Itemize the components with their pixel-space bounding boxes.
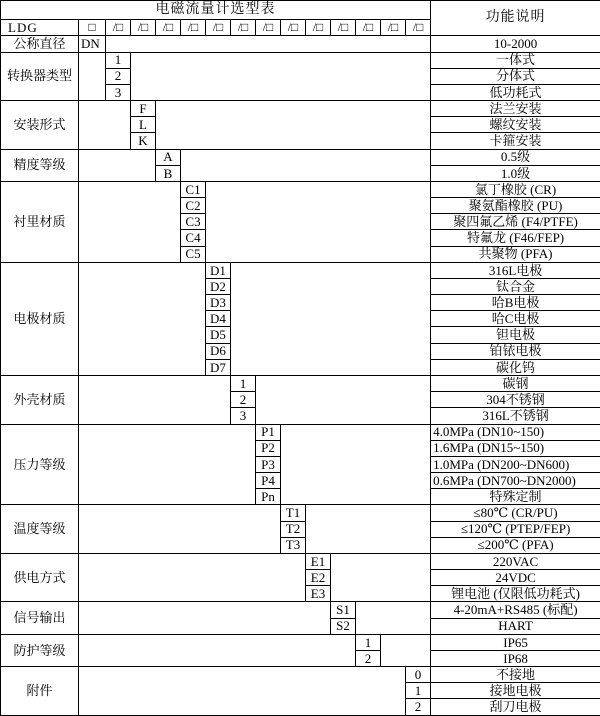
spacer-cell: [281, 424, 431, 505]
desc-cell: 哈B电极: [431, 295, 600, 311]
desc-cell: ≤200℃ (PFA): [431, 537, 600, 553]
desc-cell: 特氟龙 (F46/FEP): [431, 230, 600, 246]
spacer-cell: [256, 375, 431, 424]
group-label: 外壳材质: [1, 375, 79, 424]
table-title: 电磁流量计选型表: [1, 1, 431, 20]
spacer-cell: [106, 36, 431, 52]
desc-cell: 螺纹安装: [431, 117, 600, 133]
code-cell: S2: [331, 618, 356, 634]
code-cell: S1: [331, 602, 356, 618]
desc-cell: 一体式: [431, 52, 600, 68]
code-cell: 2: [106, 68, 131, 84]
code-cell: P1: [256, 424, 281, 440]
desc-cell: 0.5级: [431, 149, 600, 165]
code-cell: E2: [306, 570, 331, 586]
code-slot-cell: /□: [331, 20, 356, 36]
spacer-cell: [79, 667, 406, 716]
group-label: 信号输出: [1, 602, 79, 634]
code-slot-cell: /□: [156, 20, 181, 36]
spacer-cell: [79, 553, 306, 602]
code-cell: L: [131, 117, 156, 133]
code-cell: 1: [231, 375, 256, 391]
code-slot-cell: /□: [406, 20, 431, 36]
code-cell: P2: [256, 440, 281, 456]
code-box-cell: □: [79, 20, 106, 36]
group-label: 公称直径: [1, 36, 79, 52]
spacer-cell: [79, 375, 231, 424]
code-slot-cell: /□: [131, 20, 156, 36]
desc-cell: 24VDC: [431, 570, 600, 586]
code-cell: C5: [181, 246, 206, 262]
group-label: 精度等级: [1, 149, 79, 181]
code-cell: 0: [406, 667, 431, 683]
code-cell: B: [156, 165, 181, 181]
code-cell: 3: [106, 84, 131, 100]
code-cell: T3: [281, 537, 306, 553]
group-label: 供电方式: [1, 553, 79, 602]
desc-cell: IP65: [431, 634, 600, 650]
desc-cell: IP68: [431, 650, 600, 666]
group-label: 温度等级: [1, 505, 79, 554]
code-cell: E3: [306, 586, 331, 602]
group-label: 衬里材质: [1, 181, 79, 262]
code-slot-cell: /□: [206, 20, 231, 36]
code-cell: D6: [206, 343, 231, 359]
desc-cell: 1.0MPa (DN200~DN600): [431, 456, 600, 472]
spacer-cell: [79, 424, 256, 505]
desc-cell: 法兰安装: [431, 101, 600, 117]
desc-cell: 钛合金: [431, 278, 600, 294]
spacer-cell: [306, 505, 431, 554]
group-label: 电极材质: [1, 262, 79, 375]
code-slot-cell: /□: [356, 20, 381, 36]
spacer-cell: [79, 505, 281, 554]
desc-cell: 锂电池 (仅限低功耗式): [431, 586, 600, 602]
desc-cell: 316L不锈钢: [431, 408, 600, 424]
desc-cell: 刮刀电极: [431, 699, 600, 716]
code-cell: Pn: [256, 489, 281, 505]
desc-cell: 不接地: [431, 667, 600, 683]
code-cell: D3: [206, 295, 231, 311]
code-cell: 1: [406, 683, 431, 699]
code-cell: T2: [281, 521, 306, 537]
code-cell: C3: [181, 214, 206, 230]
group-label: 压力等级: [1, 424, 79, 505]
code-cell: E1: [306, 553, 331, 569]
code-slot-cell: /□: [106, 20, 131, 36]
code-cell: 1: [356, 634, 381, 650]
desc-cell: 聚四氟乙烯 (F4/PTFE): [431, 214, 600, 230]
code-cell: 2: [356, 650, 381, 666]
code-cell: 2: [231, 392, 256, 408]
spacer-cell: [181, 149, 431, 181]
spacer-cell: [79, 181, 181, 262]
spacer-cell: [79, 602, 331, 634]
code-cell: P3: [256, 456, 281, 472]
code-cell: C1: [181, 181, 206, 197]
code-cell: K: [131, 133, 156, 149]
code-cell: 2: [406, 699, 431, 716]
desc-cell: 氯丁橡胶 (CR): [431, 181, 600, 197]
spacer-cell: [79, 634, 356, 666]
desc-cell: 220VAC: [431, 553, 600, 569]
desc-cell: 1.0级: [431, 165, 600, 181]
spacer-cell: [381, 634, 431, 666]
code-cell: C4: [181, 230, 206, 246]
spacer-cell: [79, 149, 156, 181]
code-cell: DN: [79, 36, 106, 52]
code-cell: 3: [231, 408, 256, 424]
code-cell: 1: [106, 52, 131, 68]
desc-cell: 0.6MPa (DN700~DN2000): [431, 473, 600, 489]
code-slot-cell: /□: [256, 20, 281, 36]
desc-cell: 碳钢: [431, 375, 600, 391]
code-cell: T1: [281, 505, 306, 521]
desc-cell: 304不锈钢: [431, 392, 600, 408]
group-label: 附件: [1, 667, 79, 716]
desc-cell: 4.0MPa (DN10~150): [431, 424, 600, 440]
spacer-cell: [156, 101, 431, 150]
desc-cell: 1.6MPa (DN15~150): [431, 440, 600, 456]
group-label: 安装形式: [1, 101, 79, 150]
code-cell: F: [131, 101, 156, 117]
desc-cell: ≤120℃ (PTEP/FEP): [431, 521, 600, 537]
desc-cell: 特殊定制: [431, 489, 600, 505]
code-cell: D5: [206, 327, 231, 343]
desc-cell: 316L电极: [431, 262, 600, 278]
desc-cell: 卡箍安装: [431, 133, 600, 149]
desc-cell: 4-20mA+RS485 (标配): [431, 602, 600, 618]
code-cell: D2: [206, 278, 231, 294]
desc-cell: 10-2000: [431, 36, 600, 52]
desc-cell: 哈C电极: [431, 311, 600, 327]
desc-cell: HART: [431, 618, 600, 634]
model-prefix-cell: LDG: [1, 20, 79, 36]
desc-cell: 铂铱电极: [431, 343, 600, 359]
desc-cell: 低功耗式: [431, 84, 600, 100]
desc-cell: 聚氨酯橡胶 (PU): [431, 198, 600, 214]
desc-cell: 共聚物 (PFA): [431, 246, 600, 262]
function-column-header: 功能说明: [431, 1, 600, 36]
group-label: 防护等级: [1, 634, 79, 666]
spacer-cell: [206, 181, 431, 262]
desc-cell: 钽电极: [431, 327, 600, 343]
desc-cell: ≤80℃ (CR/PU): [431, 505, 600, 521]
code-cell: D4: [206, 311, 231, 327]
code-cell: D7: [206, 359, 231, 375]
code-slot-cell: /□: [306, 20, 331, 36]
code-slot-cell: /□: [381, 20, 406, 36]
code-slot-cell: /□: [231, 20, 256, 36]
spacer-cell: [356, 602, 431, 634]
code-cell: D1: [206, 262, 231, 278]
desc-cell: 接地电极: [431, 683, 600, 699]
spacer-cell: [231, 262, 431, 375]
spacer-cell: [131, 52, 431, 101]
code-cell: C2: [181, 198, 206, 214]
spacer-cell: [79, 101, 131, 150]
code-cell: P4: [256, 473, 281, 489]
code-slot-cell: /□: [281, 20, 306, 36]
group-label: 转换器类型: [1, 52, 79, 101]
spacer-cell: [79, 52, 106, 101]
code-slot-cell: /□: [181, 20, 206, 36]
spacer-cell: [331, 553, 431, 602]
code-cell: A: [156, 149, 181, 165]
desc-cell: 分体式: [431, 68, 600, 84]
desc-cell: 碳化钨: [431, 359, 600, 375]
spacer-cell: [79, 262, 206, 375]
